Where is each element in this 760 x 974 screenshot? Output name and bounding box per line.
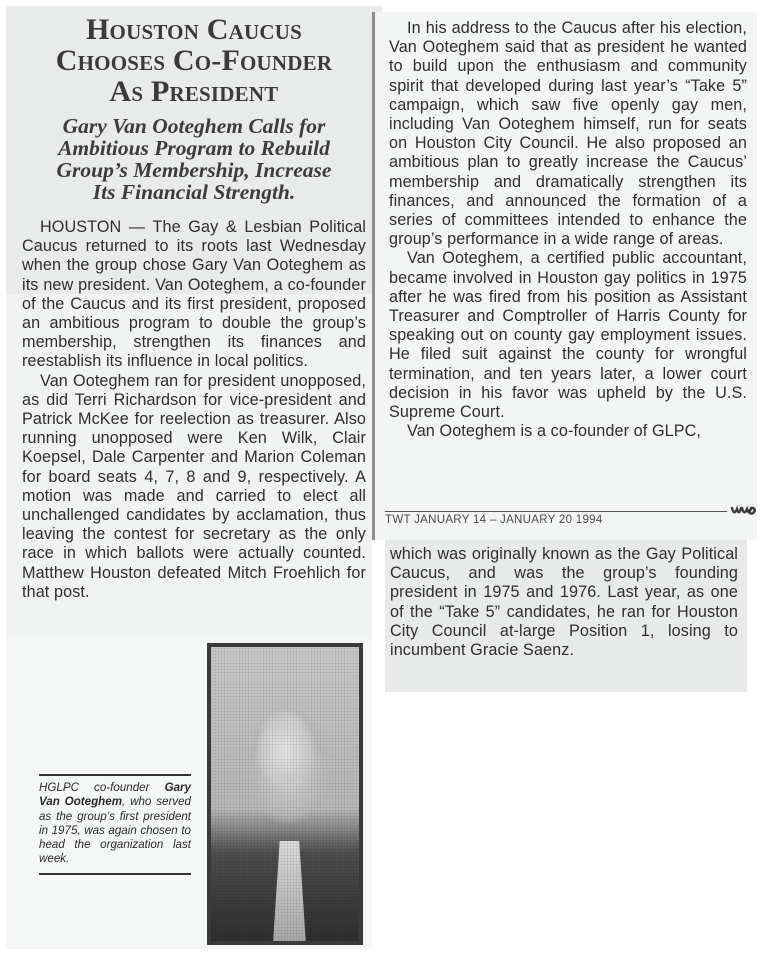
paragraph: Van Ooteghem, a certified public accountant, became involved in Houston gay politics in 1975 after he was fired from his position as Assistant Treasurer and Comptroller of Harris County for speaking out on county gay employment issues. He filed suit against the county for wrongful termination, and ten years later, a lower court decision in his favor was upheld by the U.S. Supreme Court.	[389, 249, 747, 422]
folio-text: TWT JANUARY 14 – JANUARY 20 1994	[385, 514, 603, 526]
caption-name: Gary Van Ooteghem	[39, 781, 191, 809]
paragraph: which was originally known as the Gay Political Caucus, and was the group’s founding president in 1975 and 1976. Last year, as one of the “Take 5” candidates, he ran for Houston City Council at-large Position 1, losing to incumbent Gracie Saenz.	[390, 545, 738, 660]
subheadline-line: Gary Van Ooteghem Calls for	[62, 114, 326, 138]
subheadline-line: Group’s Membership, Increase	[56, 158, 332, 182]
paragraph: In his address to the Caucus after his election, Van Ooteghem said that as president he wanted to build upon the enthusiasm and community spirit that developed during last year’s “Take 5” campaign, which saw five openly gay men, including Van Ooteghem himself, run for seats on Houston City Council. He also proposed an ambitious plan to greatly increase the Caucus’ membership and dramatically strengthen its finances, and announced the formation of a series of committees intended to enhance the group’s performance in a wide range of areas.	[389, 19, 747, 249]
page-folio	[385, 506, 755, 532]
caption-suffix: , who served as the group’s first president in 1975, was again chosen to head the organization last week.	[39, 795, 191, 866]
paragraph: Van Ooteghem ran for president unopposed, as did Terri Richardson for vice-president and Patrick McKee for reelection as treasurer. Also running unopposed were Ken Wilk, Clair Koepsel, Dale Carpenter and Marion Coleman for board seats 4, 7, 8 and 9, respectively. A motion was made and carried to elect all unchallenged candidates by acclamation, thus leaving the contest for secretary as the only race in which ballots were actually counted. Matthew Houston defeated Mitch Froehlich for that post.	[22, 371, 366, 601]
headline	[14, 14, 374, 107]
paragraph: HOUSTON — The Gay & Lesbian Political Caucus returned to its roots last Wednesday when the group chose Gary Van Ooteghem as its new president. Van Ooteghem, a co-founder of the Caucus and its first president, proposed an ambitious program to double the group’s membership, strengthen its finances and reestablish its influence in local politics.	[22, 218, 366, 371]
portrait-image	[211, 647, 359, 941]
subheadline-line: Its Financial Strength.	[92, 180, 296, 204]
folio-rule	[385, 511, 727, 512]
left-column	[22, 218, 366, 602]
headline-line: Chooses Co-Founder	[55, 44, 333, 77]
headline-line: Houston Caucus	[86, 13, 302, 46]
continuation-column	[390, 545, 738, 660]
caption-prefix: HGLPC co-founder	[39, 781, 165, 794]
subheadline	[16, 115, 372, 203]
portrait-photo	[207, 643, 363, 945]
photo-caption	[39, 774, 191, 875]
paragraph: Van Ooteghem is a co-founder of GLPC,	[407, 422, 702, 441]
subheadline-line: Ambitious Program to Rebuild	[58, 136, 330, 160]
headline-line: As President	[109, 75, 279, 108]
twt-logo-icon	[730, 504, 756, 518]
right-column	[389, 19, 747, 441]
